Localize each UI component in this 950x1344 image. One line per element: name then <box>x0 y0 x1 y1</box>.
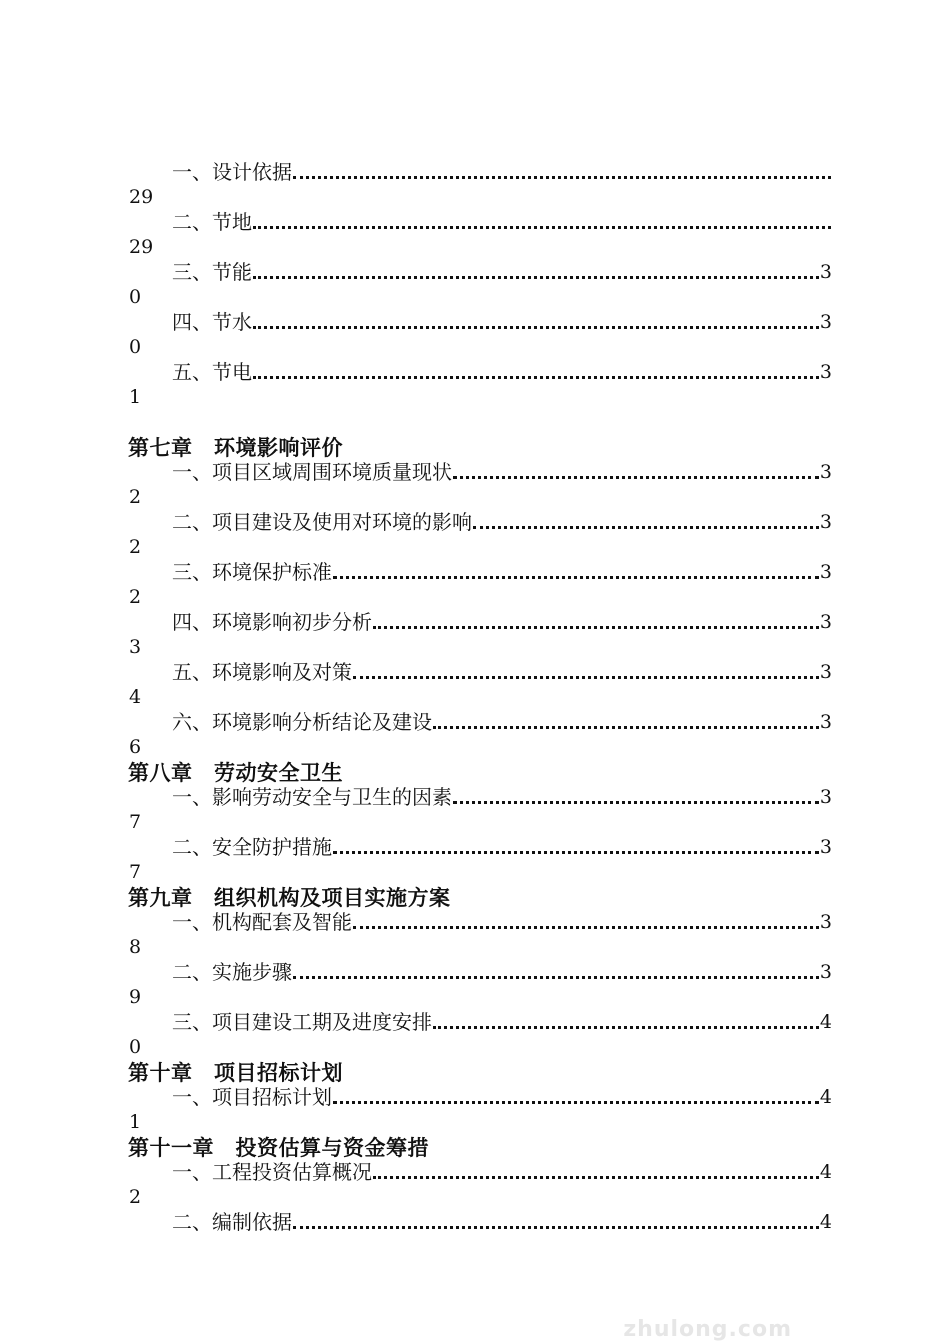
toc-page-number-wrap: 7 <box>129 861 142 883</box>
chapter-heading: 第八章 劳动安全卫生 <box>128 760 343 785</box>
toc-entry-label: 三、项目建设工期及进度安排 <box>172 1010 432 1034</box>
toc-entry-label: 一、机构配套及智能 <box>172 910 352 934</box>
toc-entry-line <box>128 460 832 485</box>
toc-entry-label: 五、节电 <box>172 360 252 384</box>
toc-entry-line <box>128 1160 832 1185</box>
dot-leader <box>333 851 819 854</box>
toc-entry[interactable] <box>128 910 832 960</box>
toc-entry-label: 五、环境影响及对策 <box>172 660 352 684</box>
toc-page-number-wrap: 2 <box>129 486 142 508</box>
toc-page-number-part: 3 <box>819 611 832 633</box>
toc-entry[interactable] <box>128 210 832 260</box>
toc-entry-line <box>128 910 832 935</box>
dot-leader <box>373 1176 819 1179</box>
dot-leader <box>453 476 819 479</box>
dot-leader <box>373 626 819 629</box>
dot-leader <box>253 376 819 379</box>
dot-leader <box>293 1226 819 1229</box>
table-of-contents <box>128 160 832 1260</box>
toc-page-number-wrap: 29 <box>129 186 154 208</box>
chapter-heading: 第十一章 投资估算与资金筹措 <box>128 1135 429 1160</box>
toc-entry[interactable] <box>128 510 832 560</box>
toc-entry-label: 二、项目建设及使用对环境的影响 <box>172 510 472 534</box>
toc-entry-line <box>128 210 832 235</box>
toc-page-number-part: 3 <box>819 361 832 383</box>
toc-page-number-part: 4 <box>819 1211 832 1233</box>
dot-leader <box>433 726 819 729</box>
toc-page-number-wrap: 2 <box>129 1186 142 1208</box>
toc-entry-label: 二、实施步骤 <box>172 960 292 984</box>
toc-page-number-part: 4 <box>819 1011 832 1033</box>
toc-page-number-wrap: 0 <box>129 336 142 358</box>
toc-entry-line <box>128 1085 832 1110</box>
dot-leader <box>353 926 819 929</box>
spacer <box>128 410 832 435</box>
toc-entry-line <box>128 785 832 810</box>
toc-page-number-part: 3 <box>819 911 832 933</box>
toc-page-number-wrap: 2 <box>129 536 142 558</box>
toc-entry-line <box>128 1210 832 1235</box>
chapter-heading: 第七章 环境影响评价 <box>128 435 343 460</box>
toc-page-number-wrap: 0 <box>129 1036 142 1058</box>
toc-entry-line <box>128 360 832 385</box>
dot-leader <box>433 1026 819 1029</box>
toc-entry[interactable] <box>128 710 832 760</box>
toc-page-number-wrap: 29 <box>129 236 154 258</box>
toc-page-number-part: 3 <box>819 461 832 483</box>
toc-page-number-wrap: 8 <box>129 936 142 958</box>
toc-page-number-wrap: 6 <box>129 736 142 758</box>
toc-entry-line <box>128 960 832 985</box>
dot-leader <box>333 576 819 579</box>
dot-leader <box>253 326 819 329</box>
toc-entry[interactable] <box>128 460 832 510</box>
toc-page-number-wrap: 4 <box>129 686 142 708</box>
watermark: zhulong.com <box>623 1317 792 1342</box>
dot-leader <box>253 226 831 229</box>
toc-page-number-wrap: 7 <box>129 811 142 833</box>
toc-entry-label: 一、项目招标计划 <box>172 1085 332 1109</box>
toc-entry-label: 一、项目区域周围环境质量现状 <box>172 460 452 484</box>
dot-leader <box>253 276 819 279</box>
toc-entry-label: 二、安全防护措施 <box>172 835 332 859</box>
toc-entry-label: 三、环境保护标准 <box>172 560 332 584</box>
toc-entry-label: 二、节地 <box>172 210 252 234</box>
toc-page-number-wrap: 1 <box>129 386 142 408</box>
toc-page-number-part: 3 <box>819 961 832 983</box>
toc-entry[interactable] <box>128 1210 832 1260</box>
toc-entry[interactable] <box>128 360 832 410</box>
toc-entry[interactable] <box>128 1160 832 1210</box>
toc-entry-label: 一、影响劳动安全与卫生的因素 <box>172 785 452 809</box>
toc-page-number-part: 3 <box>819 786 832 808</box>
toc-entry-line <box>128 510 832 535</box>
toc-page-number-part: 3 <box>819 511 832 533</box>
dot-leader <box>293 976 819 979</box>
toc-entry[interactable] <box>128 1010 832 1060</box>
toc-entry[interactable] <box>128 1085 832 1135</box>
toc-entry[interactable] <box>128 160 832 210</box>
toc-page-number-part: 3 <box>819 561 832 583</box>
toc-page-number-part: 3 <box>819 836 832 858</box>
dot-leader <box>453 801 819 804</box>
dot-leader <box>353 676 819 679</box>
toc-page-number-part: 3 <box>819 261 832 283</box>
toc-page-number-wrap: 3 <box>129 636 142 658</box>
toc-page-number-wrap: 9 <box>129 986 142 1008</box>
toc-entry[interactable] <box>128 660 832 710</box>
toc-entry-line <box>128 1010 832 1035</box>
toc-entry-line <box>128 310 832 335</box>
toc-page-number-wrap: 1 <box>129 1111 142 1133</box>
dot-leader <box>333 1101 819 1104</box>
toc-page-number-part: 3 <box>819 311 832 333</box>
chapter-heading: 第十章 项目招标计划 <box>128 1060 343 1085</box>
chapter-heading: 第九章 组织机构及项目实施方案 <box>128 885 451 910</box>
dot-leader <box>473 526 819 529</box>
toc-entry[interactable] <box>128 310 832 360</box>
toc-entry-label: 四、节水 <box>172 310 252 334</box>
toc-page-number-part: 4 <box>819 1161 832 1183</box>
toc-entry[interactable] <box>128 610 832 660</box>
toc-entry-line <box>128 610 832 635</box>
dot-leader <box>293 176 831 179</box>
toc-page-number-part: 3 <box>819 661 832 683</box>
toc-entry-label: 六、环境影响分析结论及建设 <box>172 710 432 734</box>
toc-entry-line <box>128 260 832 285</box>
toc-entry-line <box>128 160 832 185</box>
toc-entry-label: 二、编制依据 <box>172 1210 292 1234</box>
toc-entry-label: 一、工程投资估算概况 <box>172 1160 372 1184</box>
toc-entry-line <box>128 710 832 735</box>
toc-entry[interactable] <box>128 560 832 610</box>
toc-entry-line <box>128 560 832 585</box>
toc-entry[interactable] <box>128 960 832 1010</box>
toc-page-number-part: 4 <box>819 1086 832 1108</box>
toc-page-number-wrap <box>128 1235 832 1260</box>
toc-entry-line <box>128 660 832 685</box>
toc-page-number-part: 3 <box>819 711 832 733</box>
toc-entry-label: 一、设计依据 <box>172 160 292 184</box>
toc-entry[interactable] <box>128 260 832 310</box>
toc-page-number-wrap: 2 <box>129 586 142 608</box>
toc-entry-label: 四、环境影响初步分析 <box>172 610 372 634</box>
toc-entry-line <box>128 835 832 860</box>
toc-page-number-wrap: 0 <box>129 286 142 308</box>
toc-entry[interactable] <box>128 835 832 885</box>
toc-entry-label: 三、节能 <box>172 260 252 284</box>
toc-entry[interactable] <box>128 785 832 835</box>
